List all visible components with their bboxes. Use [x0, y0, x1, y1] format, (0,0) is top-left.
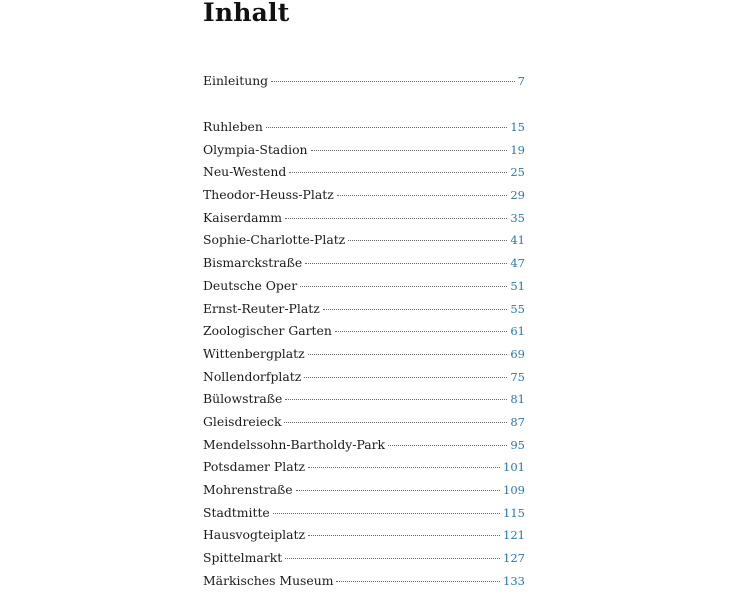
toc-entry[interactable] [203, 414, 525, 437]
dot-leader [304, 377, 507, 378]
toc-entry-label: Mohrenstraße [203, 482, 293, 497]
toc-entry[interactable] [203, 573, 525, 594]
toc-entry-page: 25 [510, 165, 525, 180]
toc-entry-label: Neu-Westend [203, 164, 287, 180]
toc-entry-page: 35 [510, 210, 525, 225]
dot-leader [285, 399, 507, 400]
toc-entry-label: Theodor-Heuss-Platz [203, 187, 334, 203]
toc-entry[interactable] [203, 437, 525, 460]
toc-entry-label: Kaiserdamm [203, 209, 283, 225]
dot-leader [337, 195, 508, 196]
toc-entry-label: Bismarckstraße [203, 255, 303, 271]
toc-entry-page: 101 [503, 460, 525, 475]
toc-entry-page: 81 [510, 392, 525, 407]
toc-entry-label: Ruhleben [203, 119, 263, 134]
dot-leader [336, 581, 500, 582]
toc-entry[interactable] [203, 323, 525, 346]
toc-entry-label: Einleitung [203, 73, 269, 88]
dot-leader [388, 445, 507, 446]
toc-entry-page: 95 [510, 437, 525, 452]
toc-main-section [203, 119, 525, 594]
toc-entry-label: Hausvogteiplatz [203, 527, 305, 543]
toc-entry-page: 55 [510, 301, 525, 316]
toc-entry-label: Wittenbergplatz [203, 345, 305, 361]
toc-entry[interactable] [203, 527, 525, 550]
dot-leader [308, 467, 500, 468]
toc-entry-label: Olympia-Stadion [203, 141, 308, 157]
toc-entry-page: 133 [503, 573, 525, 588]
toc-entry-page: 115 [503, 505, 525, 520]
dot-leader [296, 490, 500, 491]
toc-entry[interactable] [203, 119, 525, 142]
dot-leader [284, 422, 507, 423]
dot-leader [273, 513, 500, 514]
toc-entry[interactable] [203, 550, 525, 573]
toc-entry[interactable] [203, 73, 525, 96]
toc-entry[interactable] [203, 210, 525, 233]
toc-entry-page: 7 [517, 74, 525, 88]
dot-leader [305, 263, 507, 264]
toc-entry[interactable] [203, 232, 525, 255]
dot-leader [266, 127, 508, 128]
toc-entry-label: Potsdamer Platz [203, 459, 306, 475]
toc-entry[interactable] [203, 187, 525, 210]
toc-entry[interactable] [203, 391, 525, 414]
toc-entry-label: Sophie-Charlotte-Platz [203, 232, 346, 248]
toc-entry-page: 109 [503, 483, 525, 497]
toc-entry-label: Zoologischer Garten [203, 323, 332, 339]
toc-entry-page: 127 [503, 551, 525, 566]
toc-entry-label: Spittelmarkt [203, 550, 283, 566]
toc-entry-page: 47 [510, 256, 525, 271]
toc-entry-page: 51 [510, 278, 525, 293]
toc-entry-page: 41 [510, 233, 525, 248]
dot-leader [289, 172, 507, 173]
toc-entry-page: 121 [503, 528, 525, 543]
dot-leader [271, 81, 515, 82]
dot-leader [300, 286, 507, 287]
dot-leader [285, 558, 500, 559]
toc-entry-page: 87 [510, 414, 525, 429]
toc-entry[interactable] [203, 301, 525, 324]
dot-leader [335, 331, 508, 332]
toc-entry-label: Ernst-Reuter-Platz [203, 300, 320, 316]
toc-entry-page: 75 [510, 369, 525, 384]
toc-entry-label: Deutsche Oper [203, 277, 298, 293]
toc-entry-page: 61 [510, 324, 525, 339]
toc-entry-label: Mendelssohn-Bartholdy-Park [203, 436, 386, 452]
toc-entry[interactable] [203, 369, 525, 392]
toc-entry[interactable] [203, 142, 525, 165]
toc-entry-label: Gleisdreieck [203, 413, 282, 429]
toc-entry-label: Märkisches Museum [203, 572, 334, 588]
dot-leader [285, 218, 507, 219]
dot-leader [308, 354, 508, 355]
toc-entry[interactable] [203, 164, 525, 187]
dot-leader [311, 150, 508, 151]
toc-entry[interactable] [203, 459, 525, 482]
toc-entry[interactable] [203, 255, 525, 278]
toc-entry-label: Bülowstraße [203, 391, 283, 407]
toc-intro-section [203, 73, 525, 96]
toc-entry-label: Nollendorfplatz [203, 368, 302, 384]
page-title: Inhalt [203, 0, 290, 27]
toc-entry[interactable] [203, 346, 525, 369]
toc-entry[interactable] [203, 482, 525, 505]
toc-entry-page: 69 [510, 346, 525, 361]
toc-entry-page: 29 [510, 188, 525, 203]
toc-entry-page: 19 [510, 142, 525, 157]
dot-leader [308, 535, 500, 536]
toc-entry-page: 15 [510, 120, 525, 134]
toc-entry-label: Stadtmitte [203, 504, 270, 520]
toc-entry[interactable] [203, 278, 525, 301]
dot-leader [323, 309, 508, 310]
toc-entry[interactable] [203, 505, 525, 528]
dot-leader [348, 240, 507, 241]
